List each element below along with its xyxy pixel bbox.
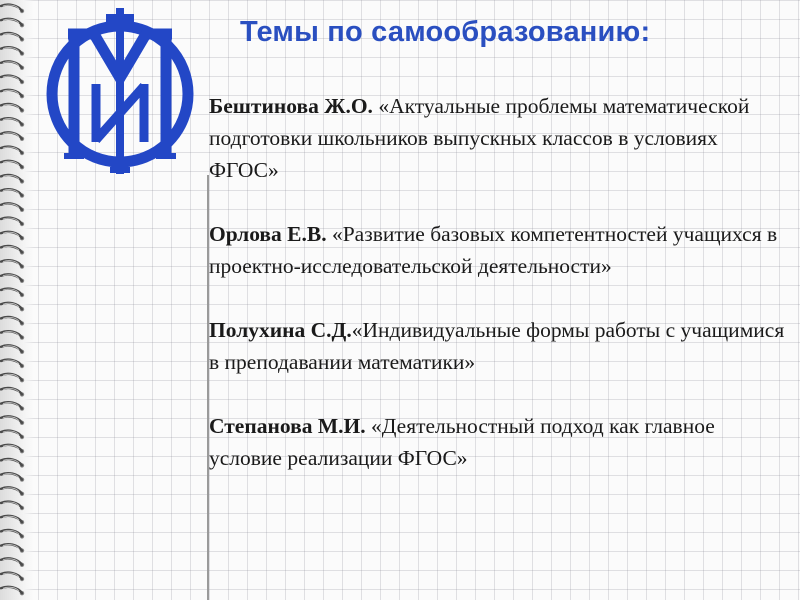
topics-list [209,90,789,506]
entry-author: Степанова М.И. [209,414,366,438]
topic-entry [209,314,789,378]
entry-topic: «Деятельностный подход как главное условие реализации ФГОС» [209,414,715,470]
entry-author: Полухина С.Д. [209,318,352,342]
entry-author: Орлова Е.В. [209,222,327,246]
entry-topic: «Актуальные проблемы математической подготовки школьников выпускных классов в условиях ФГОС» [209,94,750,182]
topic-entry [209,90,789,186]
entry-topic: «Развитие базовых компетентностей учащихся в проектно-исследовательской деятельности» [209,222,778,278]
math-emblem-logo [40,6,200,176]
notebook-spiral-binding [0,0,34,600]
topic-entry [209,410,789,474]
topic-entry [209,218,789,282]
entry-topic: «Индивидуальные формы работы с учащимися в преподавании математики» [209,318,785,374]
slide-title: Темы по самообразованию: [240,16,651,48]
entry-author: Бештинова Ж.О. [209,94,373,118]
notebook-spiral-icon [0,0,34,600]
